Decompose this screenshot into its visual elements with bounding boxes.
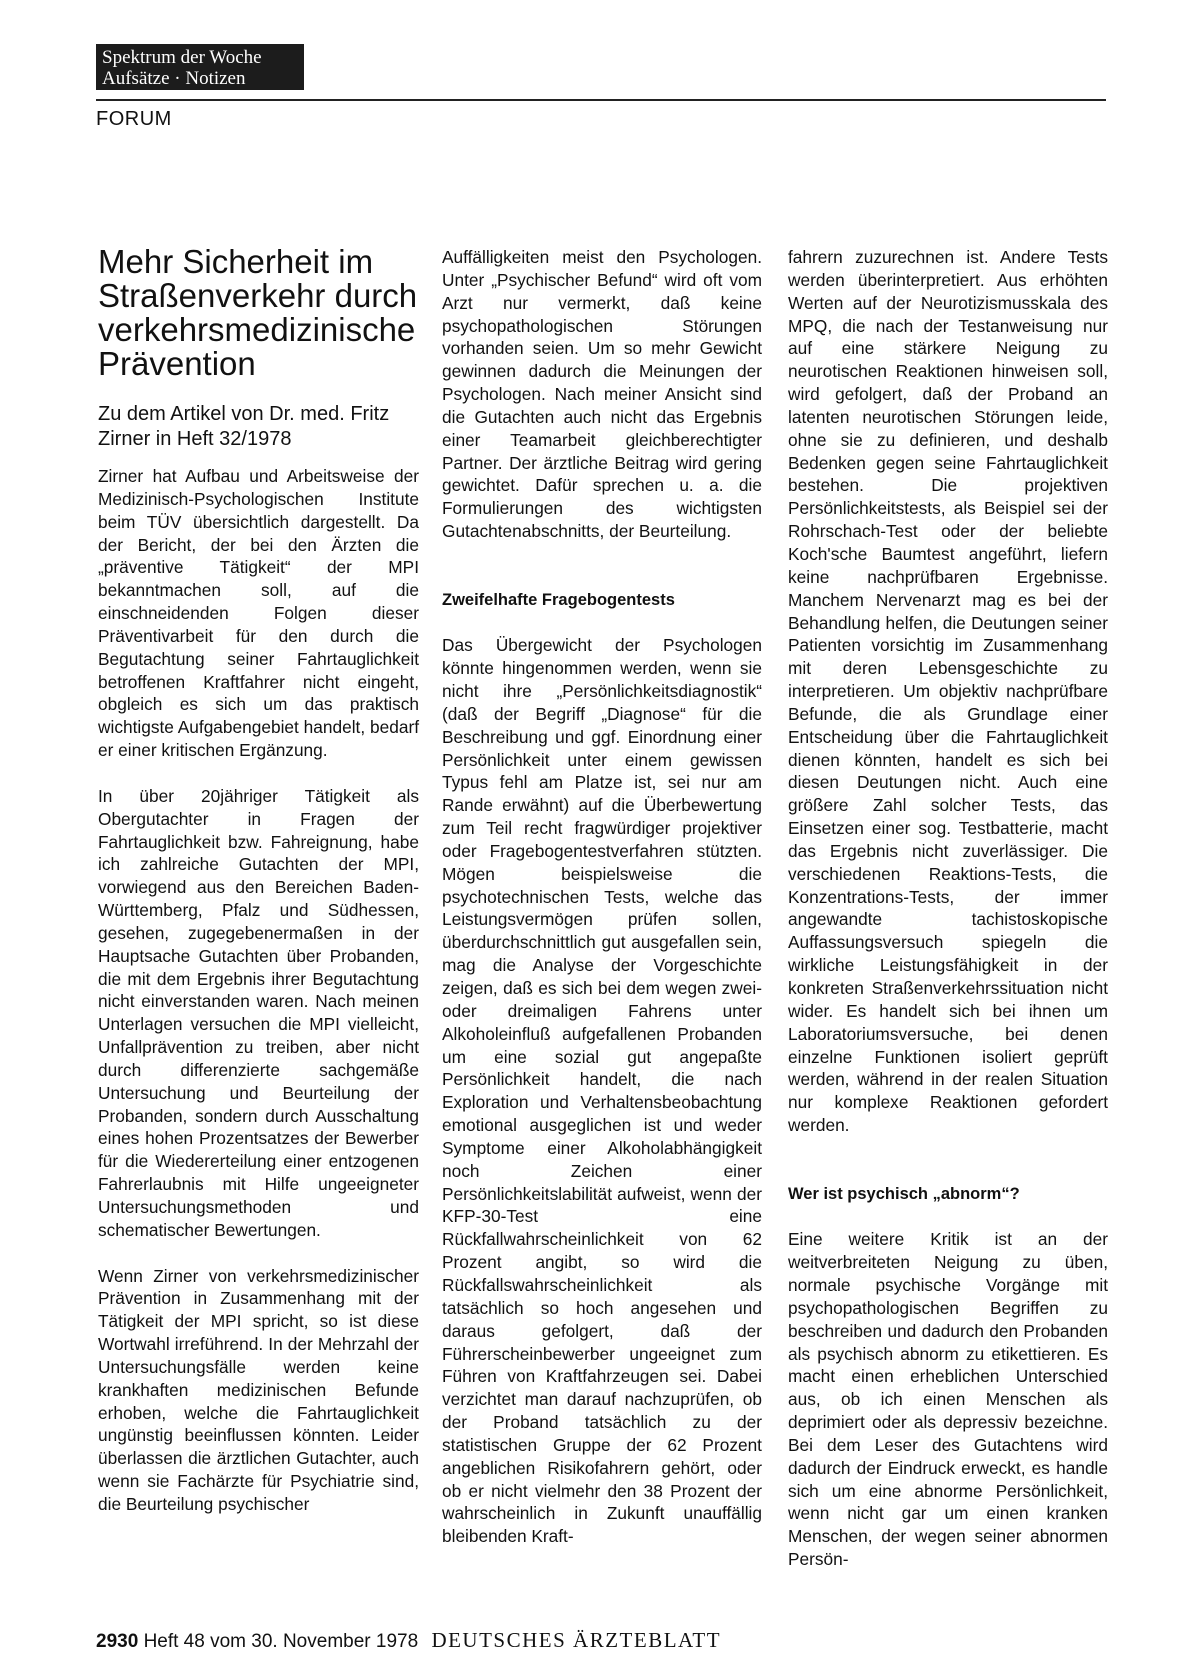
subheading: Zweifelhafte Fragebogentests <box>442 590 675 609</box>
page-number: 2930 <box>96 1631 139 1652</box>
subheading: Wer ist psychisch „abnorm“? <box>788 1184 1020 1203</box>
paragraph: Wenn Zirner von verkehrsmedizinischer Prävention in Zusammenhang mit der Tätigkeit der MPI spricht, so ist diese Wortwahl irreführend. In der Mehrzahl der Untersuchungsfälle werden keine krankhaften medizinischen Befunde erhoben, welche die Fahrtauglichkeit ungünstig beeinflussen könnten. Leider überlassen die ärztlichen Gutachter, auch wenn sie Fachärzte für Psychiatrie sind, die Beurteilung psychischer <box>98 1265 419 1514</box>
issue-info: Heft 48 vom 30. November 1978 <box>143 1631 419 1652</box>
article-subline: Zu dem Artikel von Dr. med. Fritz Zirner in Heft 32/1978 <box>98 403 390 450</box>
page-footer <box>96 1628 721 1653</box>
journal-name: DEUTSCHES ÄRZTEBLATT <box>431 1628 722 1652</box>
text-column-3 <box>788 246 1108 1571</box>
article-headline: Mehr Sicherheit im Straßenverkehr durch verkehrsmedizinische Prävention <box>98 243 418 382</box>
paragraph: fahrern zuzurechnen ist. Andere Tests werden überinterpretiert. Aus erhöhten Werten auf der Neurotizismusskala des MPQ, die nach der Testanweisung nur auf eine stärkere Neigung zu neurotischen Reaktionen hinweisen soll, wird gefolgert, daß der Proband an latenten neurotischen Störungen leide, ohne sie zu definieren, und deshalb Bedenken gegen seine Fahrtauglichkeit bestehen. Die projektiven Persönlichkeitstests, als Beispiel sei der Rohrschach-Test oder der beliebte Koch'sche Baumtest angeführt, liefern keine nachprüfbaren Ergebnisse. Manchem Nervenarzt mag es bei der Behandlung helfen, die Deutungen seiner Patienten vorsichtig im Zusammenhang mit deren Lebensgeschichte zu interpretieren. Um objektiv nachprüfbare Befunde, die als Grundlage einer Entscheidung über die Fahrtauglichkeit dienen könnten, handelt es sich bei diesen Deutungen nicht. Auch eine größere Zahl solcher Tests, das Einsetzen einer sog. Testbatterie, macht das Ergebnis nicht zuverlässiger. Die verschiedenen Reaktions-Tests, die Konzentrations-Tests, der immer angewandte tachistoskopische Auffassungsversuch spiegeln die wirkliche Leistungsfähigkeit in der konkreten Straßenverkehrssituation nicht wider. Es handelt sich bei ihnen um Laboratoriumsversuche, bei denen einzelne Funktionen isoliert geprüft werden, während in der realen Situation nur komplexe Reaktionen gefordert werden. <box>788 247 1108 1136</box>
text-column-1 <box>98 465 419 1516</box>
text-column-2 <box>442 246 762 1548</box>
label-line-1: Spektrum der Woche <box>102 47 262 68</box>
section-label-box <box>96 44 304 90</box>
paragraph: Eine weitere Kritik ist an der weitverbreiteten Neigung zu üben, normale psychische Vorgänge mit psychopathologischen Begriffen zu beschreiben und dadurch den Probanden als psychisch abnorm zu etikettieren. Es macht einen erheblichen Unterschied aus, ob ich einen Menschen als deprimiert oder als depressiv bezeichne. Bei dem Leser des Gutachtens wird dadurch der Eindruck erweckt, es handle sich um eine abnorme Persönlichkeit, wenn nicht gar um einen kranken Menschen, der wegen seiner abnormen Persön- <box>788 1229 1108 1570</box>
label-line-2: Aufsätze · Notizen <box>102 68 246 89</box>
paragraph: Das Übergewicht der Psychologen könnte hingenommen werden, wenn sie nicht ihre „Persönlichkeitsdiagnostik“ (daß der Begriff „Diagnose“ für die Beschreibung und ggf. Einordnung einer Persönlichkeit unter einem gewissen Typus fehl am Platze ist, sei nur am Rande erwähnt) auf die Überbewertung zum Teil recht fragwürdiger projektiver oder Fragebogentestverfahren stützten. Mögen beispielsweise die psychotechnischen Tests, welche das Leistungsvermögen prüfen sollen, überdurchschnittlich gut ausgefallen sein, mag die Analyse der Vorgeschichte zeigen, daß es sich bei dem wegen zwei- oder dreimaligen Fahrens unter Alkoholeinfluß aufgefallenen Probanden um eine sozial gut angepaßte Persönlichkeit handelt, die nach Exploration und Verhaltensbeobachtung emotional ausgeglichen ist und weder Symptome einer Alkoholabhängigkeit noch Zeichen einer Persönlichkeitslabilität aufweist, wenn der KFP-30-Test eine Rückfallwahrscheinlichkeit von 62 Prozent angibt, so wird die Rückfallswahrscheinlichkeit als tatsächlich so hoch angesehen und daraus gefolgert, daß der Führerscheinbewerber ungeeignet zum Führen von Kraftfahrzeugen sei. Dabei verzichtet man darauf nachzuprüfen, ob der Proband tatsächlich zu der statistischen Gruppe der 62 Prozent angeblichen Risikofahrern gehört, oder ob er nicht vielmehr den 38 Prozent der wahrscheinlich in Zukunft unauffällig bleibenden Kraft- <box>442 635 762 1547</box>
paragraph: Zirner hat Aufbau und Arbeitsweise der Medizinisch-Psychologischen Institute beim TÜV übersichtlich dargestellt. Da der Bericht, der bei den Ärzten die „präventive Tätigkeit“ der MPI bekanntmachen soll, auf die einschneidenden Folgen dieser Präventivarbeit für den durch die Begutachtung seiner Fahrtauglichkeit betroffenen Kraftfahrer nicht eingeht, obgleich es sich um das praktisch wichtigste Aufgabengebiet handelt, bedarf er einer kritischen Ergänzung. <box>98 466 419 761</box>
top-rule <box>96 99 1106 101</box>
section-label: FORUM <box>96 108 172 130</box>
paragraph: Auffälligkeiten meist den Psychologen. Unter „Psychischer Befund“ wird oft vom Arzt nur vermerkt, daß keine psychopathologischen Störungen vorhanden seien. Um so mehr Gewicht gewinnen dadurch die Meinungen der Psychologen. Nach meiner Ansicht sind die Gutachten auch nicht das Ergebnis einer Teamarbeit gleichberechtigter Partner. Der ärztliche Beitrag wird gering gewichtet. Dafür sprechen u. a. die Formulierungen des wichtigsten Gutachtenabschnitts, der Beurteilung. <box>442 247 762 542</box>
paragraph: In über 20jähriger Tätigkeit als Obergutachter in Fragen der Fahrtauglichkeit bzw. Fahreignung, habe ich zahlreiche Gutachten der MPI, vorwiegend aus den Bereichen Baden-Württemberg, Pfalz und Südhessen, gesehen, zugegebenermaßen in der Hauptsache Gutachten über Probanden, die mit dem Ergebnis ihrer Begutachtung nicht einverstanden waren. Nach meinen Unterlagen versuchen die MPI vielleicht, Unfallprävention zu treiben, aber nicht durch differenzierte sachgemäße Untersuchung und Beurteilung der Probanden, sondern durch Ausschaltung eines hohen Prozentsatzes der Bewerber für die Wiedererteilung einer entzogenen Fahrerlaubnis mit Hilfe ungeeigneter Untersuchungsmethoden und schematischer Bewertungen. <box>98 785 419 1240</box>
